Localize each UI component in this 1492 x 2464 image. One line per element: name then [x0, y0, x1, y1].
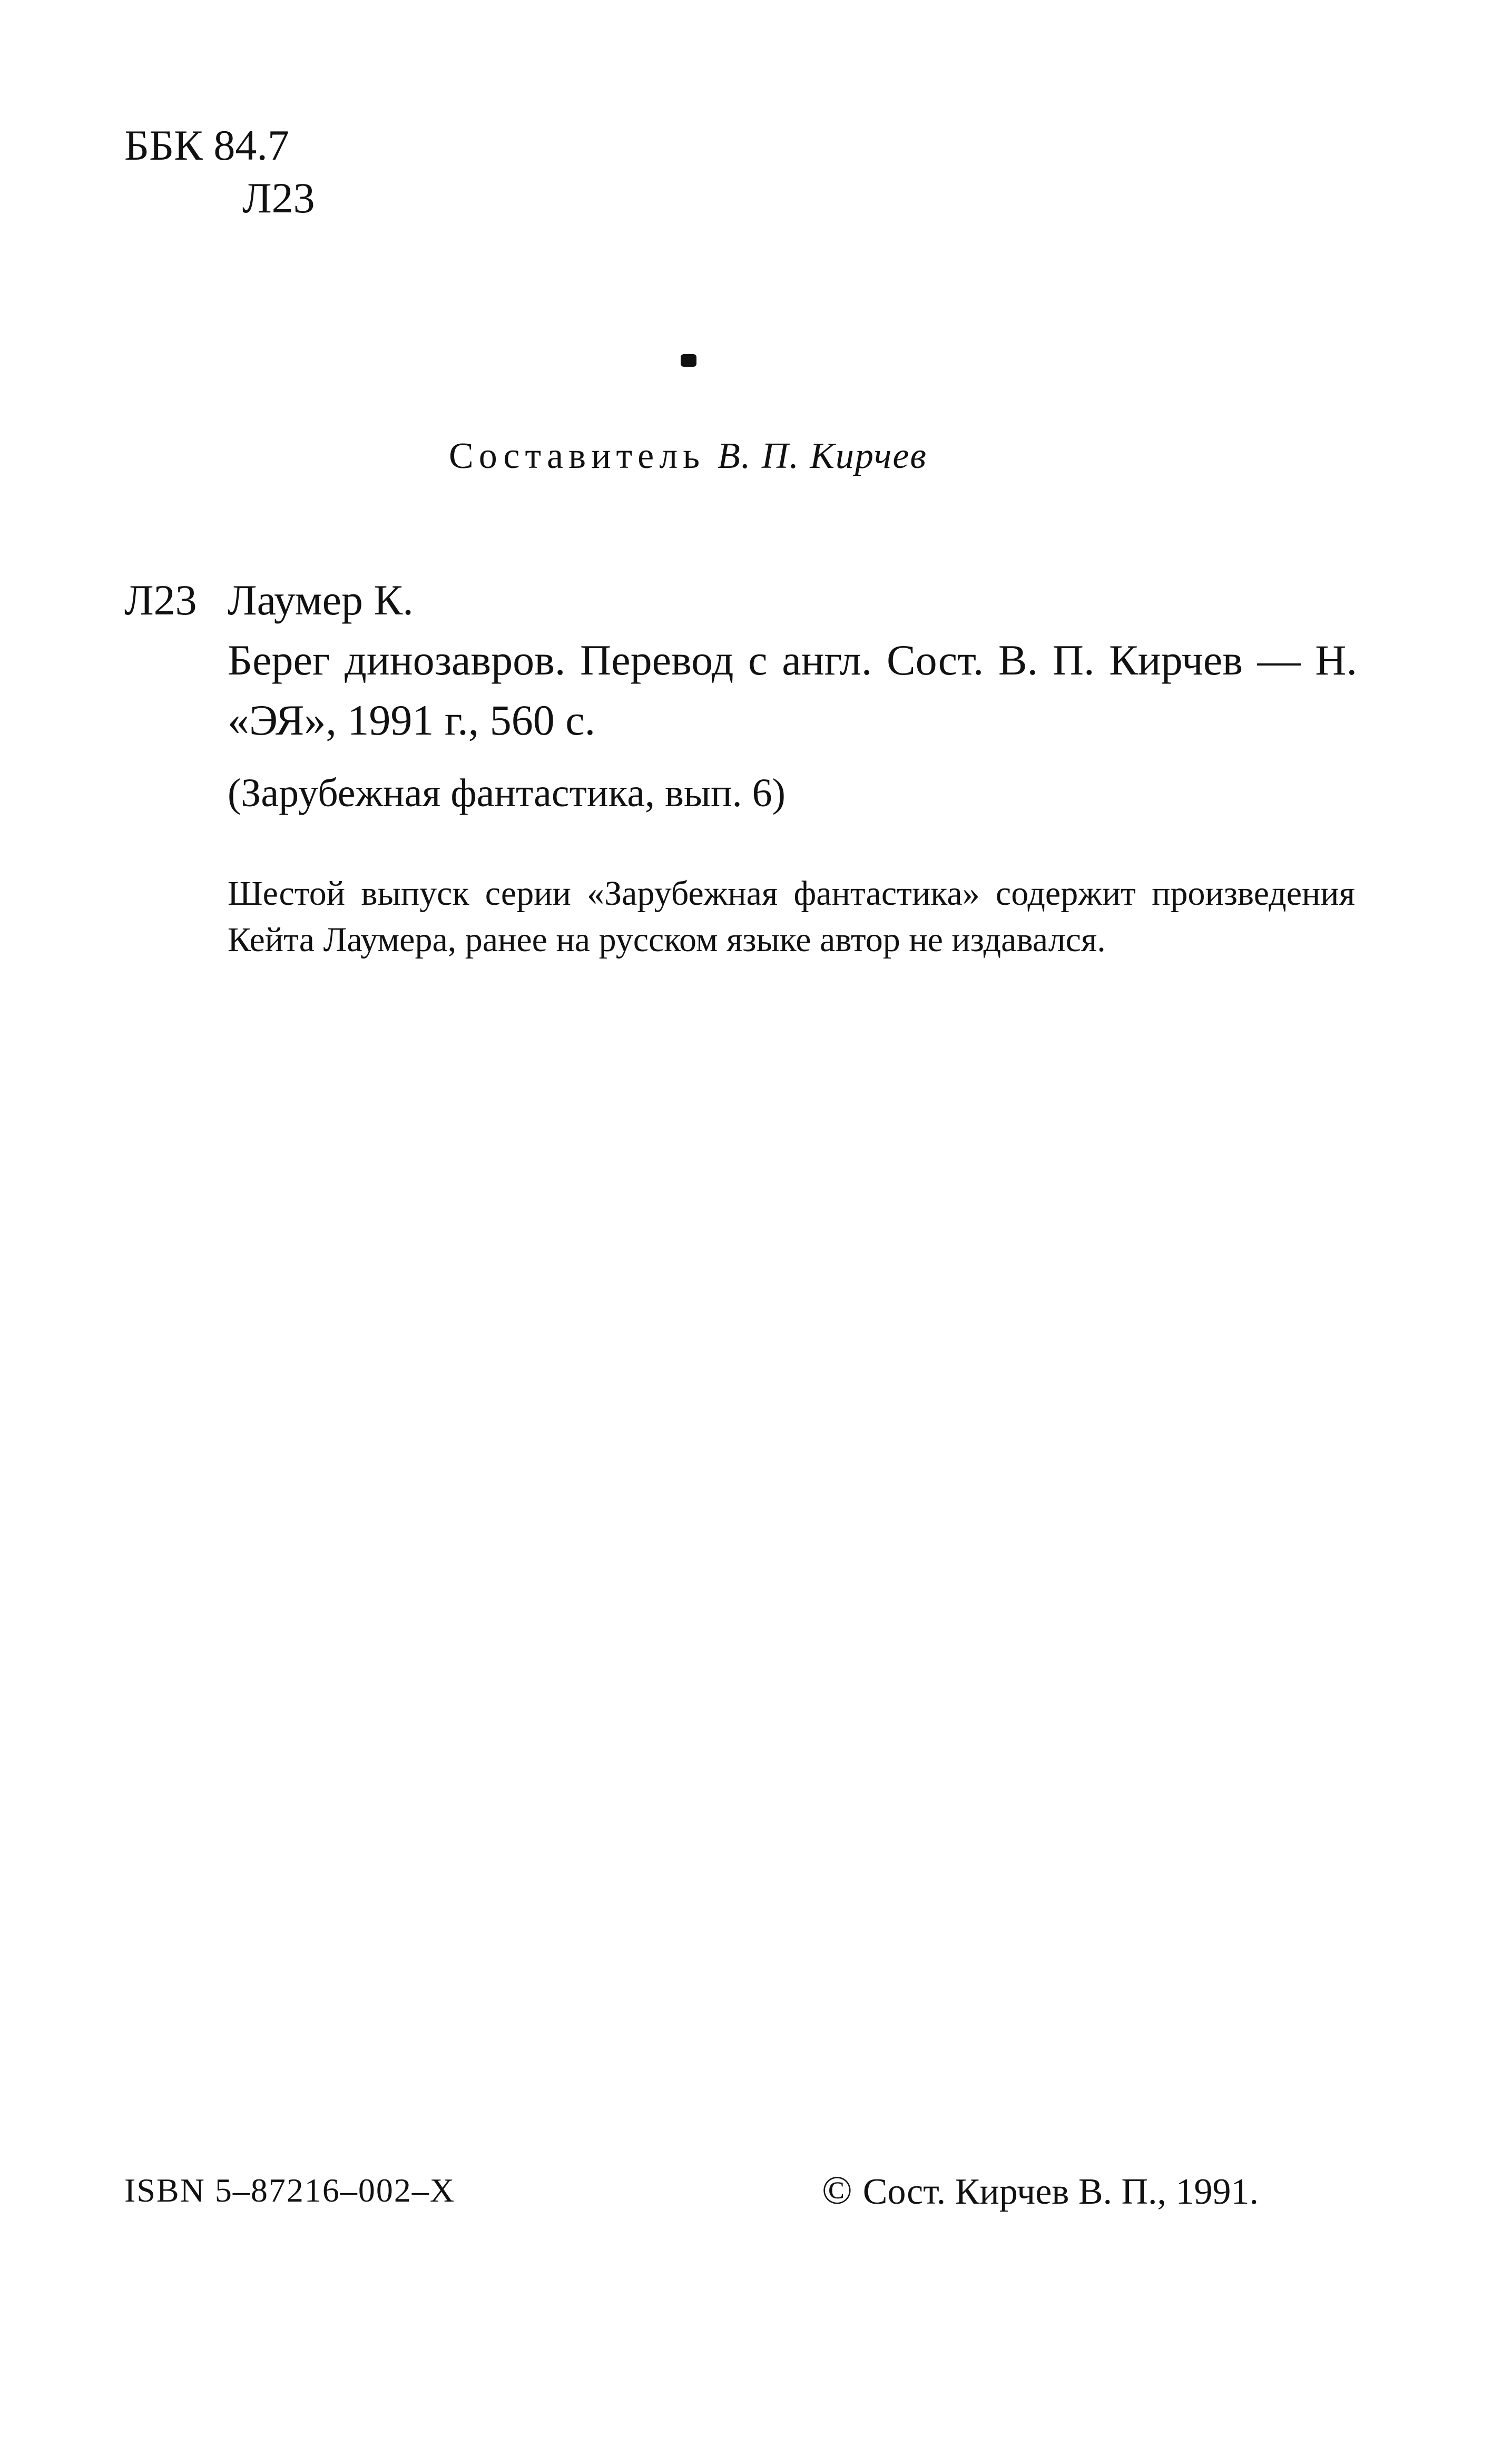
series-note: (Зарубежная фантастика, вып. 6)	[228, 771, 786, 815]
annotation-text: Шестой выпуск серии «Зарубежная фантастика» содержит произведения Кейта Лаумера, ранее на русском языке автор не издавался.	[228, 874, 1355, 959]
copyright-icon: ©	[822, 2168, 852, 2213]
compiler-name: В. П. Кирчев	[718, 436, 927, 476]
entry-author: Лаумер К.	[228, 576, 414, 624]
catalog-entry	[124, 570, 1357, 750]
isbn-number: ISBN 5–87216–002–X	[124, 2172, 456, 2209]
compiler-line	[449, 435, 927, 477]
decorative-mark	[681, 354, 696, 367]
bbk-code: ББК 84.7	[124, 121, 289, 169]
entry-heading	[124, 570, 1357, 630]
entry-index: Л23	[124, 576, 197, 624]
compiler-label: Составитель	[449, 436, 705, 476]
classification-block	[124, 119, 315, 224]
copyright-text: Сост. Кирчев В. П., 1991.	[862, 2172, 1259, 2212]
author-mark: Л23	[242, 174, 315, 222]
copyright-line	[822, 2168, 1259, 2214]
entry-description: Берег динозавров. Перевод с англ. Сост. В. П. Кирчев — Н. «ЭЯ», 1991 г., 560 с.	[228, 636, 1357, 744]
